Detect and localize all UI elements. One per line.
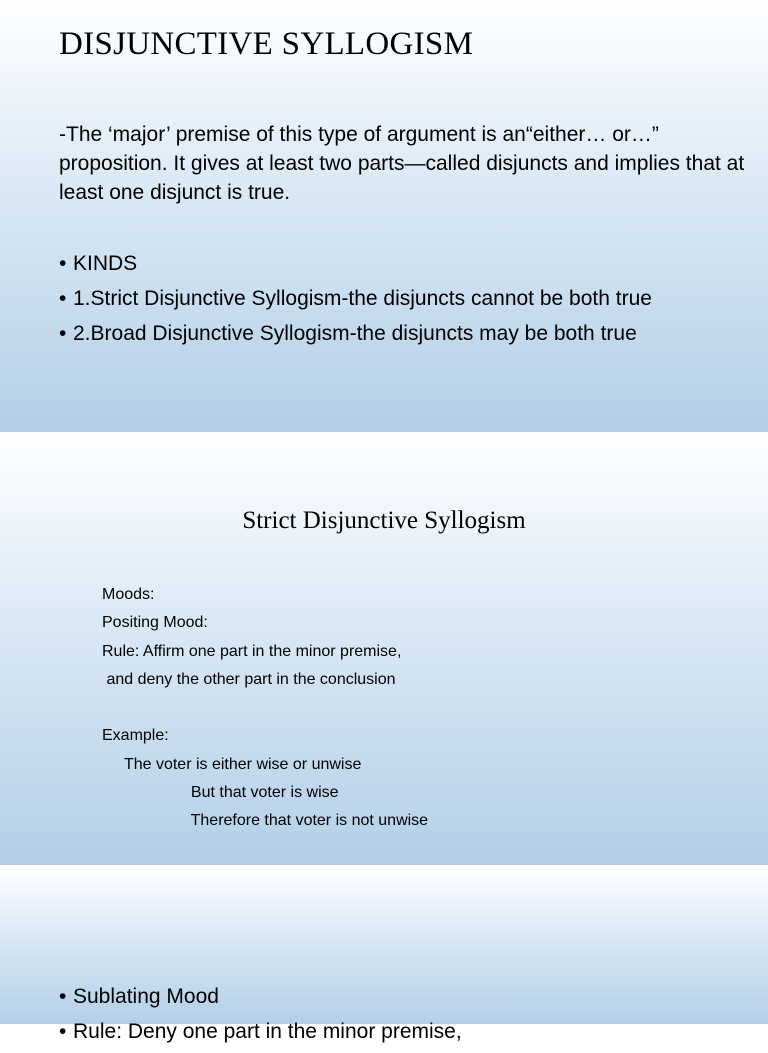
body-line: Example: — [102, 727, 169, 745]
slide-2-title: Strict Disjunctive Syllogism — [242, 507, 526, 534]
bullet-text: KINDS — [73, 252, 138, 275]
body-line: Rule: Affirm one part in the minor premise, — [102, 642, 402, 660]
bullet-item — [59, 1018, 739, 1045]
bullet-dot-icon: • — [59, 985, 67, 1008]
bullet-dot-icon: • — [59, 287, 67, 310]
slide-1-bullet-list — [59, 250, 739, 355]
bullet-dot-icon: • — [59, 322, 67, 345]
bullet-text: 1.Strict Disjunctive Syllogism-the disjuncts cannot be both true — [73, 287, 652, 310]
bullet-item — [59, 250, 739, 277]
slide-2 — [0, 433, 768, 865]
body-line: and deny the other part in the conclusion — [102, 670, 396, 688]
bullet-text: Rule: Deny one part in the minor premise, — [73, 1020, 462, 1043]
body-line-blank — [102, 694, 428, 722]
bullet-text: 2.Broad Disjunctive Syllogism-the disjuncts may be both true — [73, 322, 637, 345]
slide-1 — [0, 0, 768, 432]
body-line: The voter is either wise or unwise — [102, 755, 362, 773]
body-line: Moods: — [102, 586, 155, 603]
bullet-item — [59, 983, 739, 1010]
bullet-item — [59, 285, 739, 312]
slide-1-intro: -The ‘major’ premise of this type of argument is an“either… or…” proposition. It gives at least two parts—called disjuncts and implies that at least one disjunct is true. — [59, 123, 745, 204]
bullet-dot-icon: • — [59, 1020, 67, 1043]
body-line: Positing Mood: — [102, 614, 208, 632]
body-line: Therefore that voter is not unwise — [102, 812, 429, 830]
bullet-text: Sublating Mood — [73, 985, 219, 1008]
slide-1-title: DISJUNCTIVE SYLLOGISM — [59, 26, 474, 62]
body-line: But that voter is wise — [102, 784, 339, 802]
slide-3 — [0, 866, 768, 1043]
bullet-dot-icon: • — [59, 252, 67, 275]
slide-3-bullet-list — [59, 983, 739, 1053]
slide-2-body — [102, 581, 428, 836]
bullet-item — [59, 320, 739, 347]
